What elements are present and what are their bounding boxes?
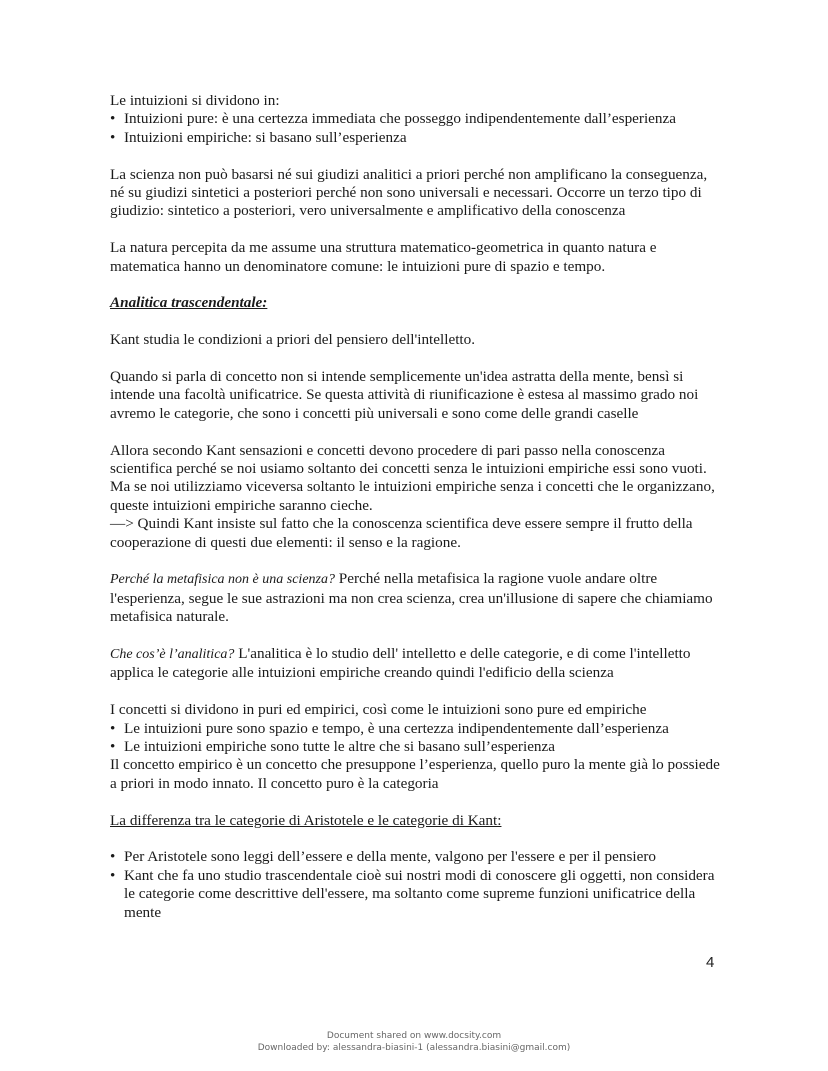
question-analitica: Che cos’è l’analitica?	[110, 647, 235, 663]
list-item: • Per Aristotele sono leggi dell’essere e della mente, valgono per l'essere e per il pensiero	[110, 848, 657, 866]
bullet-icon: •	[110, 866, 116, 884]
paragraph-quindi: —> Quindi Kant insiste sul fatto che la conoscenza scientifica deve essere sempre il frutto della cooperazione di questi due elementi: il senso e la ragione.	[110, 515, 693, 551]
paragraph-allora: Allora secondo Kant sensazioni e concetti devono procedere di pari passo nella conoscenza scientifica perché se noi usiamo soltanto dei concetti senza le intuizioni empiriche essi sono vuoti. Ma se noi utilizziamo viceversa soltanto le intuizioni empiriche senza i concetti che le organizzano, queste intuizioni empiriche saranno cieche.	[110, 441, 715, 514]
question-metafisica: Perché la metafisica non è una scienza?	[110, 572, 335, 588]
paragraph-kant-studia: Kant studia le condizioni a priori del pensiero dell'intelletto.	[110, 331, 476, 349]
paragraph-scienza: La scienza non può basarsi né sui giudizi analitici a priori perché non amplificano la conseguenza, né su giudizi sintetici a posteriori perché non sono universali e necessari. Occorre un terzo tipo di giudizio: sintetico a posteriori, vero universalmente e amplificativo della conoscenza	[110, 165, 708, 220]
bullet-icon: •	[110, 110, 116, 128]
paragraph-concetti: I concetti si dividono in puri ed empirici, così come le intuizioni sono pure ed empiriche	[110, 701, 647, 719]
paragraph-natura: La natura percepita da me assume una struttura matematico-geometrica in quanto natura e matematica hanno un denominatore comune: le intuizioni pure di spazio e tempo.	[110, 239, 657, 275]
document-body	[110, 92, 720, 922]
section-heading-differenza: La differenza tra le categorie di Aristotele e le categorie di Kant:	[110, 811, 502, 829]
footer-downloaded-line: Downloaded by: alessandra-biasini-1 (alessandra.biasini@gmail.com)	[257, 1043, 571, 1053]
list-item: • Intuizioni empiriche: si basano sull’esperienza	[110, 128, 407, 146]
bullet-icon: •	[110, 128, 116, 146]
section-heading-analitica: Analitica trascendentale:	[110, 294, 268, 312]
intro-text: Le intuizioni si dividono in:	[110, 92, 280, 109]
paragraph-concetto-empirico: Il concetto empirico è un concetto che presuppone l’esperienza, quello puro la mente già lo possiede a priori in modo innato. Il concetto puro è la categoria	[110, 756, 720, 792]
list-item: • Intuizioni pure: è una certezza immediata che posseggo indipendentemente dall’esperienza	[110, 110, 676, 128]
paragraph-metafisica	[110, 570, 720, 626]
list-item: • Le intuizioni empiriche sono tutte le altre che si basano sull’esperienza	[110, 738, 556, 756]
bullet-icon: •	[110, 719, 116, 737]
bullet-icon: •	[110, 848, 116, 866]
page-number: 4	[706, 954, 715, 971]
answer-metafisica: Perché nella metafisica la ragione vuole andare oltre l'esperienza, segue le sue astrazioni ma non crea scienza, crea un'illusione di sapere che chiamiamo metafisica naturale.	[110, 570, 713, 626]
answer-analitica: L'analitica è lo studio dell' intelletto e delle categorie, e di come l'intelletto applica le categorie alle intuizioni empiriche creando quindi l'edificio della scienza	[110, 645, 691, 682]
bullet-icon: •	[110, 738, 116, 756]
paragraph-analitica	[110, 645, 720, 683]
paragraph-concetto: Quando si parla di concetto non si intende semplicemente un'idea astratta della mente, bensì si intende una facoltà unificatrice. Se questa attività di riunificazione è estesa al massimo grado noi avremo le categorie, che sono i concetti più universali e sono come delle grandi caselle	[110, 368, 699, 422]
list-item: • Le intuizioni pure sono spazio e tempo, è una certezza indipendentemente dall’esperienza	[110, 719, 669, 737]
list-item: • Kant che fa uno studio trascendentale cioè sui nostri modi di conoscere gli oggetti, non considera le categorie come descrittive dell'essere, ma soltanto come supreme funzioni unificatrice della mente	[110, 866, 715, 921]
footer-shared-line: Document shared on www.docsity.com	[326, 1031, 502, 1041]
